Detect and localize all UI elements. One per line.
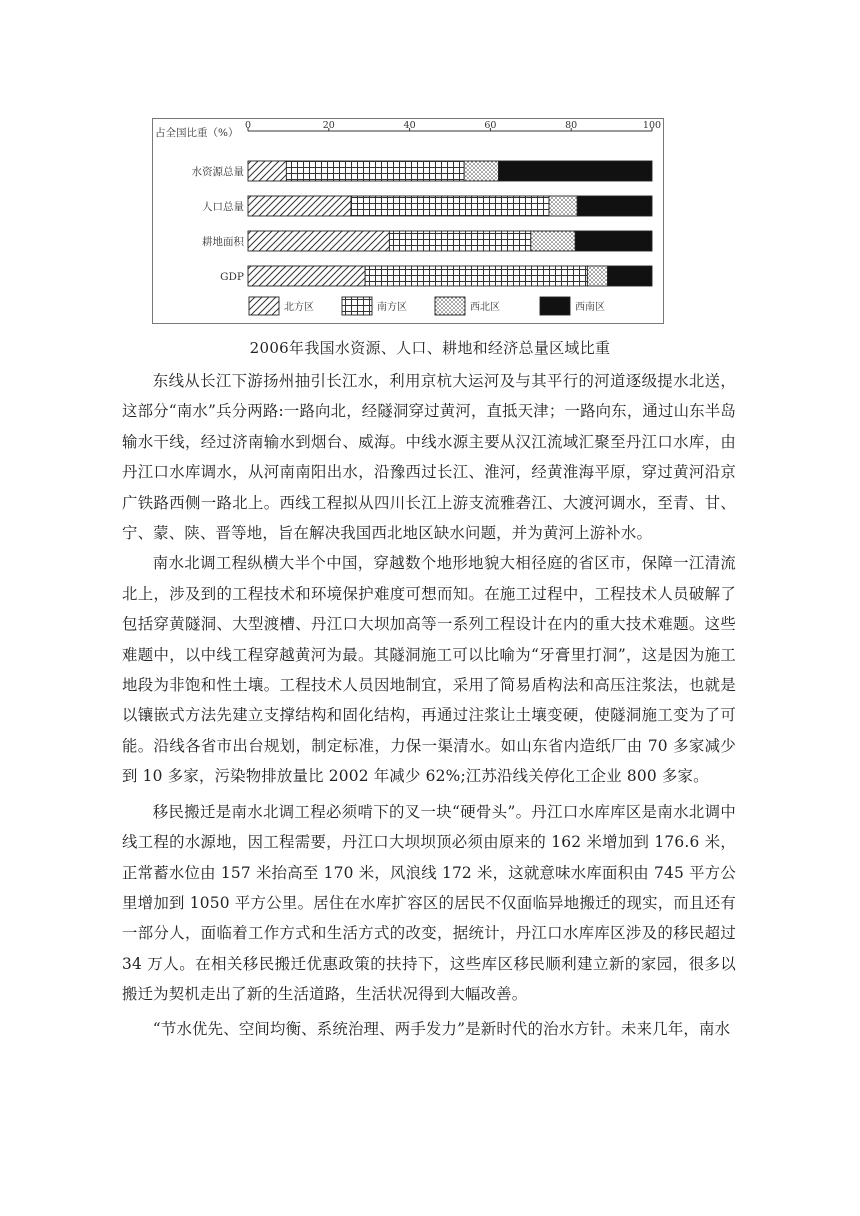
article-body	[122, 366, 736, 1044]
category-label: 耕地面积	[202, 236, 244, 248]
x-tick-label: 80	[565, 120, 578, 131]
legend-label: 北方区	[284, 302, 314, 313]
x-tick-label: 40	[403, 120, 416, 131]
legend-swatch	[435, 297, 465, 315]
bar-series	[248, 161, 652, 286]
bar-segment	[248, 231, 389, 251]
bar-segment	[248, 161, 286, 181]
legend-label: 西南区	[575, 302, 605, 313]
legend-swatch	[342, 297, 372, 315]
x-tick-label: 0	[244, 120, 252, 131]
y-axis-label: 占全国比重（%）	[155, 127, 239, 139]
category-labels	[192, 165, 245, 283]
bar-segment	[587, 266, 607, 286]
category-label: 水资源总量	[191, 166, 244, 178]
category-label: GDP	[220, 271, 244, 283]
legend	[249, 297, 605, 315]
x-axis-ticks	[245, 120, 661, 131]
legend-swatch	[540, 297, 570, 315]
legend-label: 南方区	[377, 302, 407, 313]
bar-segment	[248, 266, 365, 286]
paragraph: 移民搬迁是南水北调工程必须啃下的叉一块“硬骨头”。丹江口水库库区是南水北调中线工程的水源地，因工程需要，丹江口大坝坝顶必须由原来的 162 米增加到 176.6 米，正常蓄水位由 157 米抬高至 170 米，风浪线 172 米，这就意味水库面积由 745 平方公里增加到 1050 平方公里。居住在水库扩容区的居民不仅面临异地搬迁的现实，而且还有一部分人，面临着工作方式和生活方式的改变，据统计，丹江口水库库区涉及的移民超过 34 万人。在相关移民搬迁优惠政策的扶持下，这些库区移民顺利建立新的家园，很多以搬迁为契机走出了新的生活道路，生活状况得到大幅改善。	[122, 802, 736, 1004]
paragraph: 南水北调工程纵横大半个中国，穿越数个地形地貌大相径庭的省区市，保障一江清流北上，涉及到的工程技术和环境保护难度可想而知。在施工过程中，工程技术人员破解了包括穿黄隧洞、大型渡槽、丹江口大坝加高等一系列工程设计在内的重大技术难题。这些难题中，以中线工程穿越黄河为最。其隧洞施工可以比喻为“牙膏里打洞”，这是因为施工地段为非饱和性土壤。工程技术人员因地制宜，采用了简易盾构法和高压注浆法，也就是以镶嵌式方法先建立支撑结构和固化结构，再通过注浆让土壤变硬，使隧洞施工变为了可能。沿线各省市出台规划，制定标准，力保一渠清水。如山东省内造纸厂由 70 多家减少到 10 多家，污染物排放量比 2002 年减少 62%;江苏沿线关停化工企业 800 多家。	[122, 554, 736, 786]
legend-swatch	[249, 297, 279, 315]
paragraph: 东线从长江下游扬州抽引长江水，利用京杭大运河及与其平行的河道逐级提水北送，这部分“南水”兵分两路:一路向北，经隧洞穿过黄河，直抵天津；一路向东，通过山东半岛输水干线，经过济南输水到烟台、威海。中线水源主要从汉江流域汇聚至丹江口水库，由丹江口水库调水，从河南南阳出水，沿豫西过长江、淮河，经黄淮海平原，穿过黄河沿京广铁路西侧一路北上。西线工程拟从四川长江上游支流雅砻江、大渡河调水，至青、甘、宁、蒙、陕、晋等地，旨在解决我国西北地区缺水问题，并为黄河上游补水。	[122, 372, 736, 543]
x-tick-label: 20	[322, 120, 335, 131]
bar-segment	[248, 196, 351, 216]
x-tick-label: 60	[484, 120, 497, 131]
bar-segment	[389, 231, 530, 251]
bar-segment	[365, 266, 587, 286]
chart-svg	[153, 119, 663, 323]
bar-segment	[286, 161, 464, 181]
category-label: 人口总量	[202, 201, 244, 213]
bar-segment	[531, 231, 575, 251]
legend-label: 西北区	[470, 302, 500, 313]
bar-segment	[498, 161, 652, 181]
paragraph: “节水优先、空间均衡、系统治理、两手发力”是新时代的治水方针。未来几年，南水	[152, 1019, 731, 1038]
bar-segment	[351, 196, 549, 216]
bar-chart	[152, 118, 664, 324]
chart-caption: 2006年我国水资源、人口、耕地和经济总量区域比重	[249, 339, 611, 357]
bar-segment	[608, 266, 652, 286]
bar-segment	[549, 196, 577, 216]
bar-segment	[464, 161, 498, 181]
bar-segment	[577, 196, 652, 216]
x-tick-label: 100	[642, 120, 662, 131]
bar-segment	[575, 231, 652, 251]
